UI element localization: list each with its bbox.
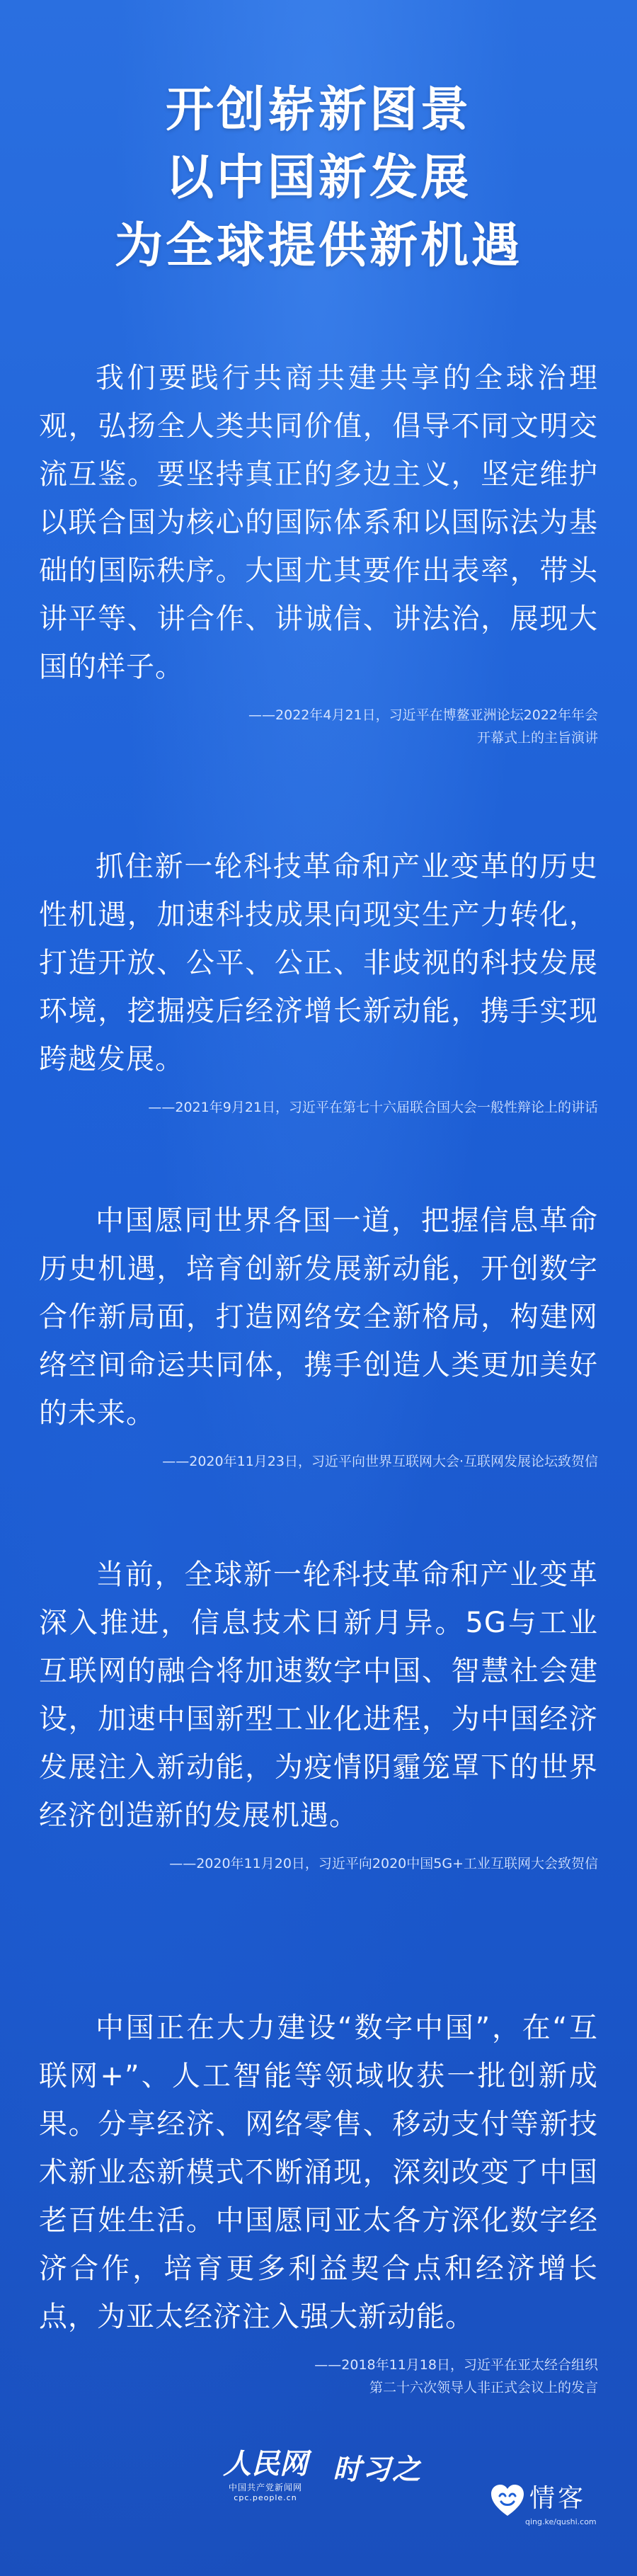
quote-source-line: ——2022年4月21日，习近平在博鳌亚洲论坛2022年年会 — [248, 707, 598, 723]
heart-icon — [488, 2482, 527, 2520]
qingke-logo-url: qing.ke/qushi.com — [525, 2517, 597, 2526]
quote-text: 中国愿同世界各国一道，把握信息革命历史机遇，培育创新发展新动能，开创数字合作新局面，打造网络安全新格局，构建网络空间命运共同体，携手创造人类更加美好的未来。 — [39, 1204, 598, 1430]
quote-section-3 — [0, 1197, 637, 1473]
quote-source — [0, 1096, 637, 1119]
quote-source-line: ——2018年11月18日，习近平在亚太经合组织 — [314, 2357, 598, 2373]
quote-text: 中国正在大力建设“数字中国”，在“互联网+”、人工智能等领域收获一批创新成果。分享经济、网络零售、移动支付等新技术新业态新模式不断涌现，深刻改变了中国老百姓生活。中国愿同亚太各方深化数字经济合作，培育更多利益契合点和经济增长点，为亚太经济注入强大新动能。 — [39, 2012, 598, 2333]
quote-section-4 — [0, 1551, 637, 1875]
quote-section-1 — [0, 354, 637, 749]
quote-source-line: ——2021年9月21日，习近平在第七十六届联合国大会一般性辩论上的讲话 — [148, 1100, 598, 1115]
quote-text: 我们要践行共商共建共享的全球治理观，弘扬全人类共同价值，倡导不同文明交流互鉴。要坚持真正的多边主义，坚定维护以联合国为核心的国际体系和以国际法为基础的国际秩序。大国尤其要作出表率，带头讲平等、讲合作、讲诚信、讲法治，展现大国的样子。 — [39, 362, 598, 683]
quote-source — [0, 704, 637, 749]
quote-source-line: 第二十六次领导人非正式会议上的发言 — [369, 2380, 598, 2395]
people-logo-url: cpc.people.cn — [234, 2493, 297, 2502]
title-line-3: 为全球提供新机遇 — [114, 218, 522, 274]
quote-source-line: ——2020年11月20日，习近平向2020中国5G+工业互联网大会致贺信 — [169, 1856, 598, 1871]
shixizhi-logo: 时习之 — [333, 2454, 422, 2486]
title-line-2: 以中国新发展 — [165, 150, 471, 206]
quote-source-line: 开幕式上的主旨演讲 — [476, 730, 598, 746]
quote-text: 抓住新一轮科技革命和产业变革的历史性机遇，加速科技成果向现实生产力转化，打造开放、公平、公正、非歧视的科技发展环境，挖掘疫后经济增长新动能，携手实现跨越发展。 — [39, 850, 598, 1076]
qingke-logo — [488, 2475, 609, 2538]
quote-source — [0, 1450, 637, 1473]
title-line-1: 开创崭新图景 — [165, 82, 471, 138]
qingke-logo-text: 情客 — [529, 2484, 587, 2513]
quote-section-5 — [0, 2004, 637, 2399]
quote-section-2 — [0, 843, 637, 1119]
people-daily-logo — [212, 2446, 318, 2503]
quote-source-line: ——2020年11月23日，习近平向世界互联网大会·互联网发展论坛致贺信 — [162, 1454, 598, 1469]
footer-logos — [0, 2446, 637, 2546]
people-logo-subtitle: 中国共产党新闻网 — [228, 2483, 302, 2492]
people-logo-mark: 人民网 — [223, 2447, 308, 2480]
quote-source — [0, 1852, 637, 1875]
quote-text: 当前，全球新一轮科技革命和产业变革深入推进，信息技术日新月异。5G与工业互联网的融合将加速数字中国、智慧社会建设，加速中国新型工业化进程，为中国经济发展注入新动能，为疫情阴霾笼罩下的世界经济创造新的发展机遇。 — [39, 1558, 598, 1832]
page-title — [0, 76, 637, 280]
quote-source — [0, 2354, 637, 2399]
